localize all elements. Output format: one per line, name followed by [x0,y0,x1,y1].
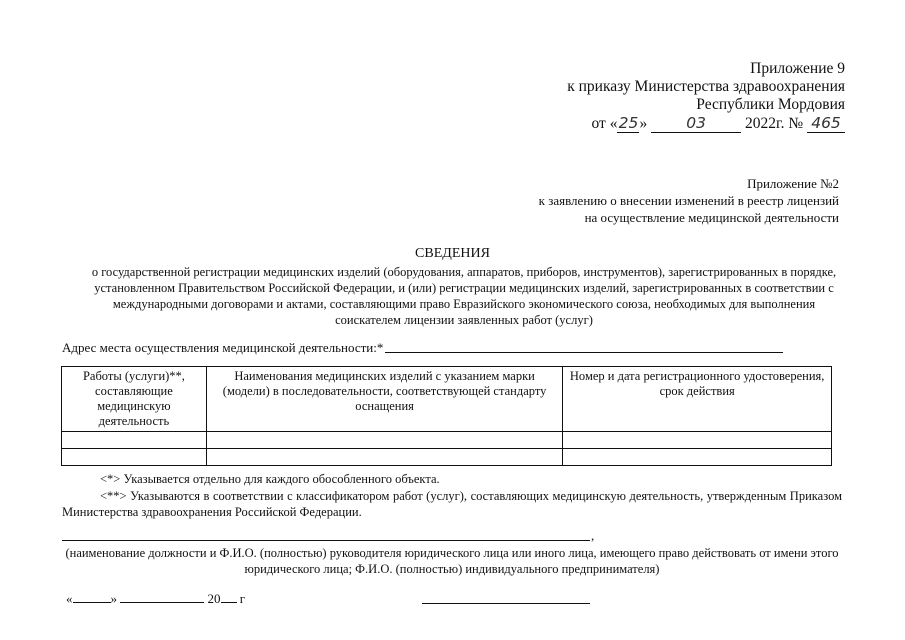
appendix-9-title: Приложение 9 [750,60,845,77]
date-month-blank[interactable] [120,602,204,603]
table-cell[interactable] [62,432,207,449]
date-quote: » [639,115,648,132]
appendix-2-line3: на осуществление медицинской деятельности [584,210,839,225]
signature-date-row [66,591,245,607]
order-number: 465 [807,114,845,133]
signatory-caption: (наименование должности и Ф.И.О. (полностью) руководителя юридического лица или иного лица, имеющего право действовать от имени этого юридического лица; Ф.И.О. (полностью) индивидуального предпринимателя) [65,546,839,576]
date-year: 2022г. № [744,115,804,132]
header-works: Работы (услуги)**, составляющие медицинскую деятельность [62,367,207,432]
table-header-row [62,367,832,432]
signatory-name-line[interactable] [62,540,590,541]
signatory-comma: , [591,528,595,543]
header-certificate: Номер и дата регистрационного удостоверения, срок действия [563,367,832,432]
date-open-quote: « [66,591,73,606]
appendix-9-region-line: Республики Мордовия [696,96,845,113]
signature-line[interactable] [422,603,590,604]
table-cell[interactable] [563,449,832,466]
date-day: 25 [618,114,639,132]
table-cell[interactable] [563,432,832,449]
medical-devices-table [61,366,832,466]
table-row [62,432,832,449]
footnote-1: <*> Указывается отдельно для каждого обособленного объекта. [100,472,440,486]
table-cell[interactable] [62,449,207,466]
date-year-prefix: 20 [207,591,221,606]
appendix-2-line2: к заявлению о внесении изменений в реестр лицензий [538,193,839,208]
appendix-9-block [567,60,845,133]
appendix-2-title: Приложение №2 [747,176,839,191]
footnote-2: <**> Указываются в соответствии с классификатором работ (услуг), составляющих медицинскую деятельность, утвержденным Приказом Министерства здравоохранения Российской Федерации. [62,489,842,519]
address-field-line[interactable] [385,352,783,353]
appendix-9-date-line [567,114,845,133]
table-row [62,449,832,466]
header-devices: Наименования медицинских изделий с указанием марки (модели) в последовательности, соответствующей стандарту оснащения [206,367,562,432]
document-title: СВЕДЕНИЯ [415,246,490,261]
address-label: Адрес места осуществления медицинской деятельности:* [62,340,384,355]
table-cell[interactable] [206,432,562,449]
table-cell[interactable] [206,449,562,466]
appendix-2-block [539,175,839,226]
document-intro: о государственной регистрации медицинских изделий (оборудования, аппаратов, приборов, инструментов), зарегистрированных в порядке, установленном Правительством Российской Федерации, и (или) регистрации медицинских изделий, зарегистрированных в соответствии с международными договорами и актами, составляющими право Евразийского экономического союза, необходимых для выполнения соискателем лицензии заявленных работ (услуг) [91,265,837,327]
date-year-suffix: г [239,591,246,606]
date-close-quote: » [110,591,117,606]
date-year-blank[interactable] [221,602,237,603]
date-day-blank[interactable] [73,602,111,603]
date-month: 03 [651,114,741,133]
date-prefix: от « [591,115,618,132]
appendix-9-order-line: к приказу Министерства здравоохранения [567,78,845,95]
